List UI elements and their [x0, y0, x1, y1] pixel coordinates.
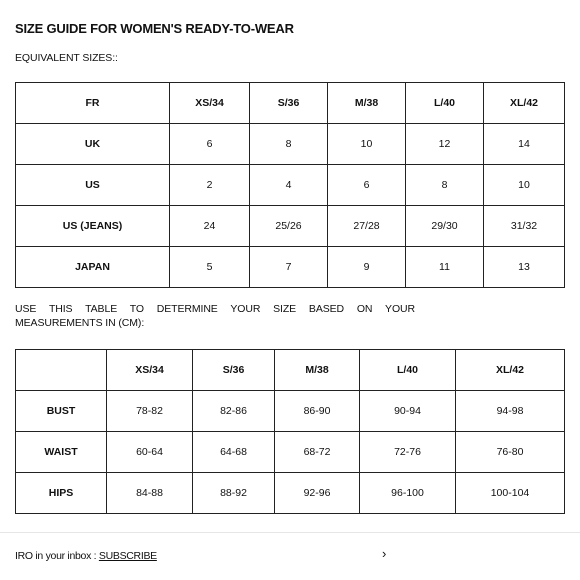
table-row	[16, 124, 565, 165]
table-cell: BUST	[16, 391, 107, 432]
table-cell: 68-72	[275, 432, 360, 473]
table-cell: FR	[16, 83, 170, 124]
table-cell: 13	[484, 247, 565, 288]
table-cell: S/36	[250, 83, 328, 124]
table-cell: US	[16, 165, 170, 206]
table-cell: 90-94	[360, 391, 456, 432]
table-cell: 5	[170, 247, 250, 288]
table-cell: XL/42	[484, 83, 565, 124]
table-cell: 100-104	[456, 473, 565, 514]
table-header-cell: M/38	[275, 350, 360, 391]
table-cell: 27/28	[328, 206, 406, 247]
table-cell: UK	[16, 124, 170, 165]
chevron-right-icon[interactable]: ›	[382, 546, 387, 561]
measurements-note: USE THIS TABLE TO DETERMINE YOUR SIZE BASED ON YOUR MEASUREMENTS IN (CM):	[15, 303, 415, 329]
table-cell: 8	[406, 165, 484, 206]
table-cell: M/38	[328, 83, 406, 124]
table-cell: JAPAN	[16, 247, 170, 288]
table-cell: 10	[484, 165, 565, 206]
table-row	[16, 432, 565, 473]
table-cell: 82-86	[193, 391, 275, 432]
table-cell: 6	[170, 124, 250, 165]
table-row	[16, 391, 565, 432]
table-cell: HIPS	[16, 473, 107, 514]
table-cell: 92-96	[275, 473, 360, 514]
table-cell: US (JEANS)	[16, 206, 170, 247]
newsletter-prefix: IRO in your inbox :	[15, 550, 99, 562]
newsletter-footer	[15, 550, 157, 562]
table-cell: 25/26	[250, 206, 328, 247]
subscribe-link[interactable]: SUBSCRIBE	[98, 550, 157, 562]
table-cell: 76-80	[456, 432, 565, 473]
table-row	[16, 165, 565, 206]
table-row	[16, 206, 565, 247]
table-cell: 94-98	[456, 391, 565, 432]
page-title: SIZE GUIDE FOR WOMEN'S READY-TO-WEAR	[15, 21, 294, 36]
table-header-cell	[16, 350, 107, 391]
table-cell: 10	[328, 124, 406, 165]
table-cell: 4	[250, 165, 328, 206]
table-cell: 60-64	[107, 432, 193, 473]
table-cell: 96-100	[360, 473, 456, 514]
table-cell: 14	[484, 124, 565, 165]
table-cell: 11	[406, 247, 484, 288]
equivalent-sizes-label: EQUIVALENT SIZES::	[15, 52, 118, 64]
table-cell: 6	[328, 165, 406, 206]
table-cell: 2	[170, 165, 250, 206]
table-row	[16, 83, 565, 124]
table-cell: 72-76	[360, 432, 456, 473]
table-cell: L/40	[406, 83, 484, 124]
table-row	[16, 247, 565, 288]
table-cell: XS/34	[170, 83, 250, 124]
table-cell: 7	[250, 247, 328, 288]
table-cell: 24	[170, 206, 250, 247]
table-header-cell: L/40	[360, 350, 456, 391]
table-cell: 9	[328, 247, 406, 288]
table-cell: 86-90	[275, 391, 360, 432]
table-cell: 64-68	[193, 432, 275, 473]
table-cell: 12	[406, 124, 484, 165]
table-header-cell: XL/42	[456, 350, 565, 391]
table-cell: 8	[250, 124, 328, 165]
table-cell: WAIST	[16, 432, 107, 473]
table-header-row	[16, 350, 565, 391]
table-cell: 88-92	[193, 473, 275, 514]
table-header-cell: S/36	[193, 350, 275, 391]
table-cell: 84-88	[107, 473, 193, 514]
table-cell: 29/30	[406, 206, 484, 247]
measurements-table	[15, 349, 565, 514]
table-cell: 78-82	[107, 391, 193, 432]
equivalent-sizes-table	[15, 82, 565, 288]
table-row	[16, 473, 565, 514]
table-cell: 31/32	[484, 206, 565, 247]
table-header-cell: XS/34	[107, 350, 193, 391]
footer-divider	[0, 532, 580, 533]
